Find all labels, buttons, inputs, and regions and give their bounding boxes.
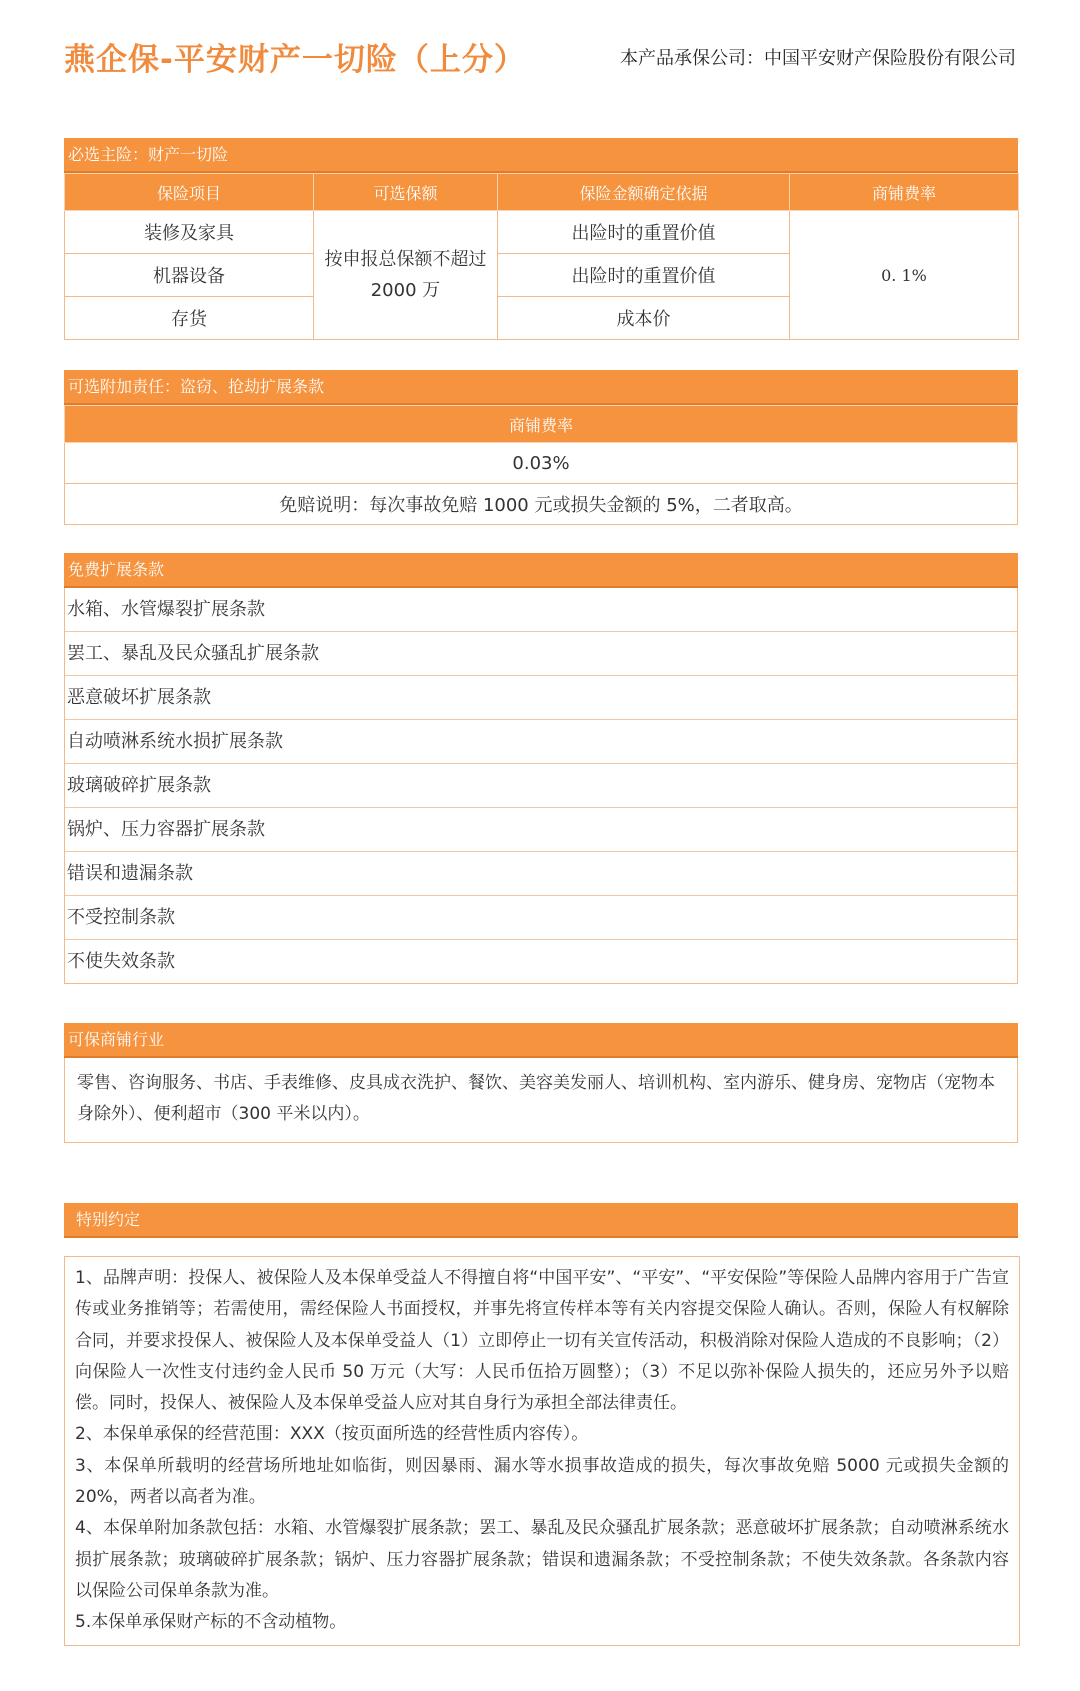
- optional-coverage-table: [64, 405, 1018, 525]
- list-item: 自动喷淋系统水损扩展条款: [65, 720, 1017, 764]
- page-title: 燕企保-平安财产一切险（上分）: [64, 42, 526, 78]
- free-clauses-list: [64, 588, 1018, 984]
- item-cell: 机器设备: [65, 254, 314, 297]
- term-paragraph: 5.本保单承保财产标的不含动植物。: [75, 1612, 347, 1633]
- amount-cell: 按申报总保额不超过 2000 万: [314, 211, 498, 340]
- rate-cell: 0. 1%: [790, 211, 1019, 340]
- optional-coverage-section: [64, 370, 1018, 525]
- list-item: 错误和遗漏条款: [65, 852, 1017, 896]
- item-cell: 装修及家具: [65, 211, 314, 254]
- column-header: 保险项目: [65, 174, 314, 211]
- basis-cell: 出险时的重置价值: [498, 254, 790, 297]
- deductible-note: 免赔说明：每次事故免赔 1000 元或损失金额的 5%，二者取高。: [65, 484, 1018, 525]
- list-item: 玻璃破碎扩展条款: [65, 764, 1017, 808]
- list-item: 锅炉、压力容器扩展条款: [65, 808, 1017, 852]
- basis-cell: 成本价: [498, 297, 790, 340]
- column-header: 保险金额确定依据: [498, 174, 790, 211]
- special-terms-box: [64, 1256, 1020, 1646]
- special-terms-title: 特别约定: [64, 1203, 1018, 1238]
- insurer-name: 本产品承保公司：中国平安财产保险股份有限公司: [620, 48, 1016, 69]
- item-cell: 存货: [65, 297, 314, 340]
- column-header: 可选保额: [314, 174, 498, 211]
- industries-text: 零售、咨询服务、书店、手表维修、皮具成衣洗护、餐饮、美容美发丽人、培训机构、室内游乐、健身房、宠物店（宠物本身除外）、便利超市（300 平米以内）。: [64, 1058, 1018, 1143]
- list-item: 不使失效条款: [67, 951, 175, 972]
- column-header: 商铺费率: [65, 406, 1018, 443]
- term-paragraph: 1、品牌声明：投保人、被保险人及本保单受益人不得擅自将“中国平安”、“平安”、“平安保险”等保险人品牌内容用于广告宣传或业务推销等；若需使用，需经保险人书面授权，并事先将宣传样本等有关内容提交保险人确认。否则，保险人有权解除合同，并要求投保人、被保险人及本保单受益人（1）立即停止一切有关宣传活动，积极消除对保险人造成的不良影响；（2）向保险人一次性支付违约金人民币 50 万元（大写：人民币伍拾万圆整）；（3）不足以弥补保险人损失的，还应另外予以赔偿。同时，投保人、被保险人及本保单受益人应对其自身行为承担全部法律责任。: [75, 1268, 1009, 1414]
- list-item: 恶意破坏扩展条款: [65, 676, 1017, 720]
- term-paragraph: 4、本保单附加条款包括：水箱、水管爆裂扩展条款；罢工、暴乱及民众骚乱扩展条款；恶意破坏扩展条款；自动喷淋系统水损扩展条款；玻璃破碎扩展条款；锅炉、压力容器扩展条款；错误和遗漏条款；不受控制条款；不使失效条款。各条款内容以保险公司保单条款为准。: [75, 1518, 1009, 1601]
- list-item: 不受控制条款: [65, 896, 1017, 940]
- term-paragraph: 2、本保单承保的经营范围：XXX（按页面所选的经营性质内容传）。: [75, 1424, 589, 1445]
- industries-title: 可保商铺行业: [64, 1023, 1018, 1058]
- list-item: 罢工、暴乱及民众骚乱扩展条款: [65, 632, 1017, 676]
- free-clauses-section: [64, 553, 1018, 984]
- special-terms-section: [64, 1203, 1018, 1238]
- table-row: [65, 211, 1019, 254]
- column-header: 商铺费率: [790, 174, 1019, 211]
- industries-section: [64, 1023, 1018, 1143]
- basis-cell: 出险时的重置价值: [498, 211, 790, 254]
- main-coverage-section: [64, 138, 1018, 340]
- main-coverage-title: 必选主险：财产一切险: [64, 138, 1018, 173]
- free-clauses-title: 免费扩展条款: [64, 553, 1018, 588]
- optional-coverage-title: 可选附加责任：盗窃、抢劫扩展条款: [64, 370, 1018, 405]
- optional-rate: 0.03%: [65, 443, 1018, 484]
- term-paragraph: 3、本保单所载明的经营场所地址如临街，则因暴雨、漏水等水损事故造成的损失，每次事故免赔 5000 元或损失金额的 20%，两者以高者为准。: [75, 1455, 1009, 1508]
- list-item: 水箱、水管爆裂扩展条款: [65, 588, 1017, 632]
- main-coverage-table: [64, 173, 1019, 340]
